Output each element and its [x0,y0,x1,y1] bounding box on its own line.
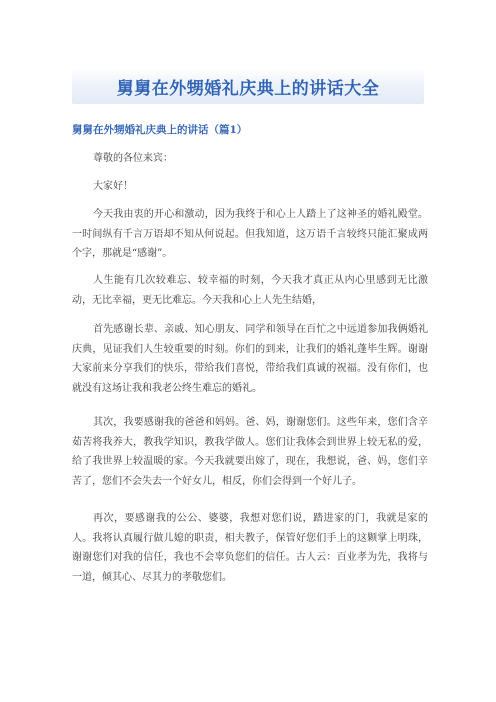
section-heading: 舅舅在外甥婚礼庆典上的讲话（篇1） [72,124,248,136]
paragraph-thanks-in-laws: 再次，要感谢我的公公、婆婆，我想对您们说，踏进家的门，我就是家的人。我将认真履行做儿媳的职责，相夫教子，保管好您们手上的这颗掌上明珠，谢谢您们对我的信任，我也不会辜负您们的信任。古人云：百业孝为先，我将与一道，倾其心、尽其力的孝敬您们。 [72,513,428,583]
document-title: 舅舅在外甥婚礼庆典上的讲话大全 [116,79,380,99]
paragraph-intro: 今天我由衷的开心和激动，因为我终于和心上人踏上了这神圣的婚礼殿堂。一时间纵有千言万语却不知从何说起。但我知道，这万语千言较终只能汇聚成两个字，那就是“感谢”。 [72,209,428,259]
paragraph-hello: 大家好！ [93,181,133,192]
paragraph-happiness: 人生能有几次较难忘、较幸福的时刻，今天我才真正从内心里感到无比激动，无比幸福，更无比难忘。今天我和心上人先生结婚， [72,275,428,306]
paragraph-thanks-parents: 其次，我要感谢我的爸爸和妈妈。爸、妈，谢谢您们。这些年来，您们含辛茹苦将我养大，教我学知识，教我学做人。您们让我体会到世界上较无私的爱，给了我世界上较温暖的家。今天我就要出嫁了，现在，我想说，爸、妈，您们辛苦了，您们不会失去一个好女儿，相反，你们会得到一个好儿子。 [72,417,428,487]
paragraph-greeting: 尊敬的各位来宾： [93,153,173,164]
paragraph-thanks-guests: 首先感谢长辈、亲戚、知心朋友、同学和领导在百忙之中远道参加我俩婚礼庆典，见证我们人生较重要的时刻。你们的到来，让我们的婚礼蓬毕生辉。谢谢大家前来分享我们的快乐，带给我们喜悦，带给我们真诚的祝福。没有你们，也就没有这场让我和我老公终生难忘的婚礼。 [72,324,428,394]
